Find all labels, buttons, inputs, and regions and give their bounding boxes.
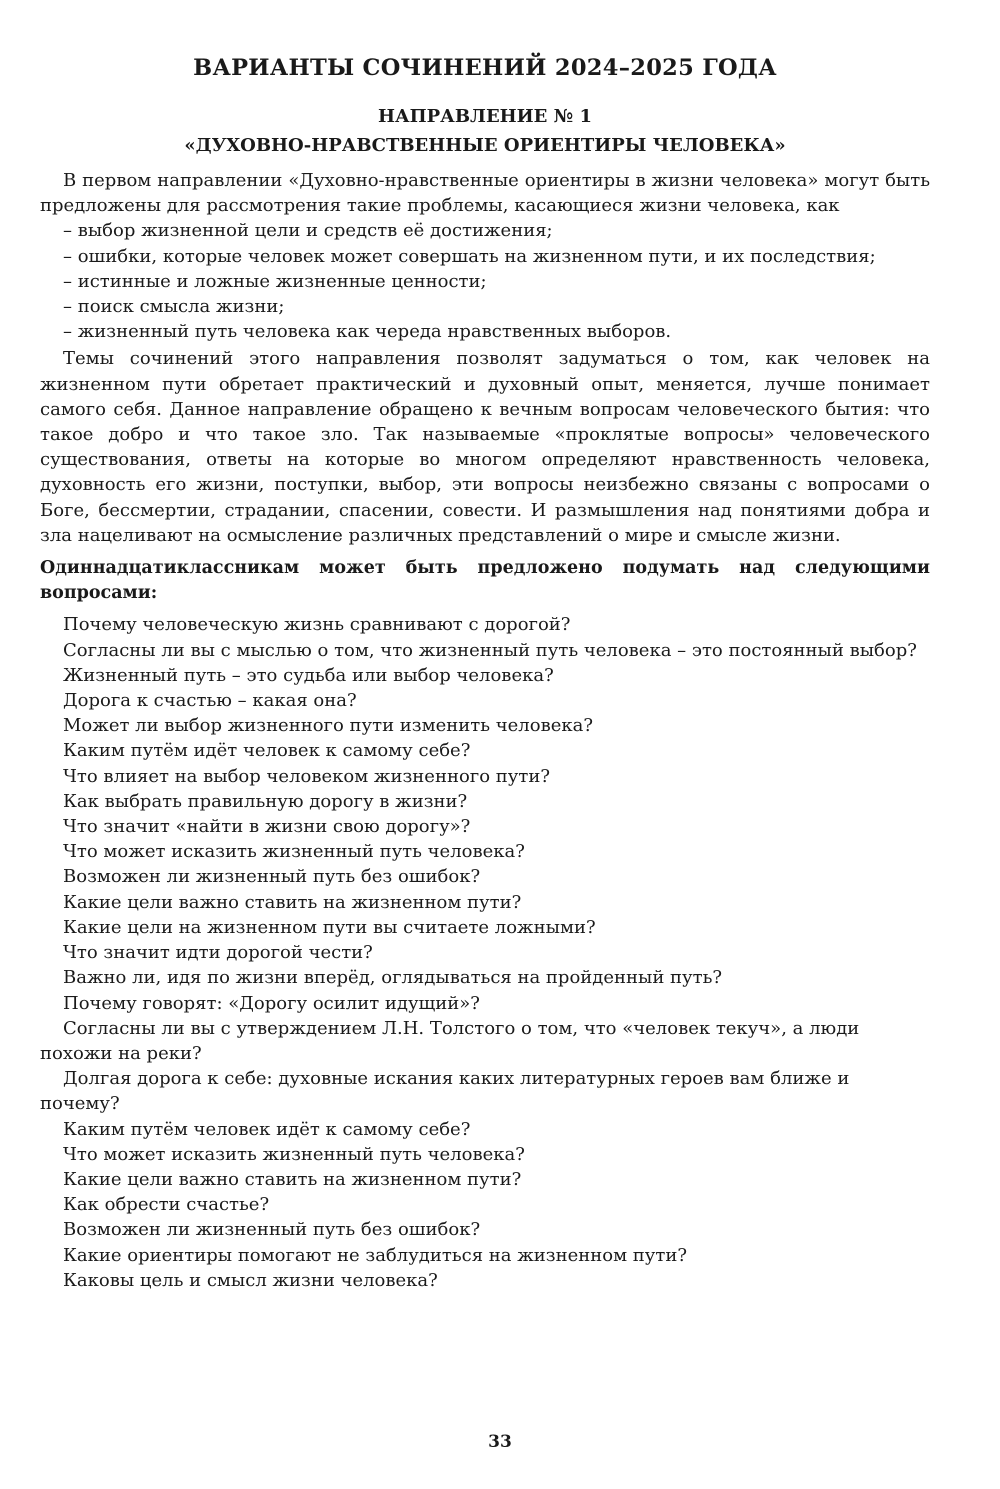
intro-paragraph: В первом направлении «Духовно-нравственные ориентиры в жизни человека» могут быть предложены для рассмотрения такие проблемы, касающиеся жизни человека, как [40, 170, 930, 217]
list-item: Долгая дорога к себе: духовные искания каких литературных героев вам ближе и почему? [40, 1068, 850, 1115]
list-item: – истинные и ложные жизненные ценности; [63, 270, 487, 292]
list-item: Каковы цель и смысл жизни человека? [63, 1269, 438, 1291]
direction-number: НАПРАВЛЕНИЕ № 1 [377, 106, 593, 127]
direction-name: «ДУХОВНО-НРАВСТВЕННЫЕ ОРИЕНТИРЫ ЧЕЛОВЕКА» [184, 135, 786, 156]
list-item: – выбор жизненной цели и средств её достижения; [63, 220, 553, 242]
list-item: Какие цели важно ставить на жизненном пути? [63, 1168, 522, 1190]
list-item: Каким путём человек идёт к самому себе? [63, 1118, 471, 1140]
list-item: Важно ли, идя по жизни вперёд, оглядываться на пройденный путь? [63, 967, 723, 989]
list-item: Согласны ли вы с утверждением Л.Н. Толстого о том, что «человек текуч», а люди похожи на реки? [40, 1017, 860, 1064]
list-item: Почему человеческую жизнь сравнивают с дорогой? [63, 614, 571, 636]
list-item: – поиск смысла жизни; [63, 296, 285, 318]
questions-heading: Одиннадцатиклассникам может быть предложено подумать над следующими вопросами: [40, 558, 930, 604]
list-item: Что значит «найти в жизни свою дорогу»? [63, 816, 471, 838]
list-item: Каким путём идёт человек к самому себе? [63, 740, 471, 762]
list-item: Как обрести счастье? [63, 1194, 270, 1216]
list-item: Возможен ли жизненный путь без ошибок? [63, 866, 481, 888]
list-item: Что влияет на выбор человеком жизненного пути? [63, 765, 550, 787]
list-item: Возможен ли жизненный путь без ошибок? [63, 1219, 481, 1241]
page-title: ВАРИАНТЫ СОЧИНЕНИЙ 2024–2025 ГОДА [193, 55, 777, 81]
list-item: – жизненный путь человека как череда нравственных выборов. [63, 321, 672, 343]
problems-list [40, 218, 930, 344]
list-item: Почему говорят: «Дорогу осилит идущий»? [63, 992, 480, 1014]
list-item: Что может исказить жизненный путь человека? [63, 1143, 525, 1165]
questions-list [40, 612, 930, 1292]
list-item: Какие цели важно ставить на жизненном пути? [63, 891, 522, 913]
list-item: Может ли выбор жизненного пути изменить человека? [63, 715, 593, 737]
page-number: 33 [488, 1432, 512, 1452]
list-item: Как выбрать правильную дорогу в жизни? [63, 790, 468, 812]
list-item: Дорога к счастью – какая она? [63, 690, 357, 712]
description-paragraph: Темы сочинений этого направления позволят задуматься о том, как человек на жизненном пути обретает практический и духовный опыт, меняется, лучше понимает самого себя. Данное направление обращено к вечным вопросам человеческого бытия: что такое добро и что такое зло. Так называемые «проклятые вопросы» человеческого существования, ответы на которые во многом определяют нравственность человека, духовность его жизни, поступки, выбор, эти вопросы неизбежно связаны с вопросами о Боге, бессмертии, страдании, спасении, совести. И размышления над понятиями добра и зла нацеливают на осмысление различных представлений о мире и смысле жизни. [40, 348, 930, 546]
list-item: Что может исказить жизненный путь человека? [63, 841, 525, 863]
list-item: – ошибки, которые человек может совершать на жизненном пути, и их последствия; [63, 245, 876, 267]
list-item: Жизненный путь – это судьба или выбор человека? [63, 664, 554, 686]
list-item: Какие цели на жизненном пути вы считаете ложными? [63, 916, 596, 938]
list-item: Что значит идти дорогой чести? [63, 942, 373, 964]
list-item: Какие ориентиры помогают не заблудиться на жизненном пути? [63, 1244, 687, 1266]
list-item: Согласны ли вы с мыслью о том, что жизненный путь человека – это постоянный выбор? [63, 639, 917, 661]
